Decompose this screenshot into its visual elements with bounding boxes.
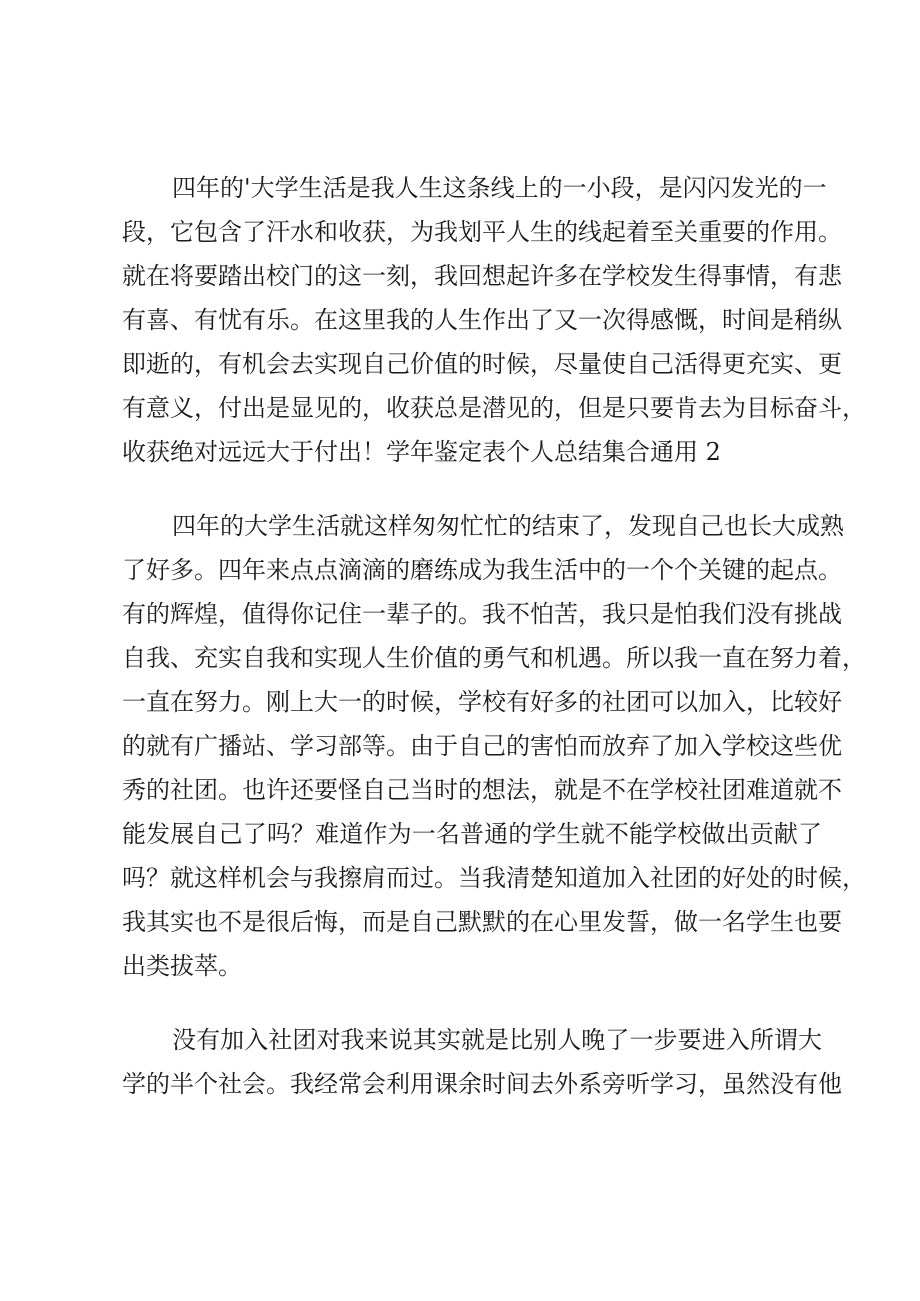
paragraph-1-line-7: 收获绝对远远大于付出！学年鉴定表个人总结集合通用 2 (122, 438, 721, 466)
paragraph-1-line-5: 即逝的，有机会去实现自己价值的时候，尽量使自己活得更充实、更 (122, 350, 842, 378)
paragraph-2-line-10: 我其实也不是很后悔，而是自己默默的在心里发誓，做一名学生也要 (122, 908, 842, 936)
paragraph-2-line-1: 四年的大学生活就这样匆匆忙忙的结束了，发现自己也长大成熟 (172, 512, 844, 540)
paragraph-2-line-5: 一直在努力。刚上大一的时候，学校有好多的社团可以加入，比较好 (122, 688, 842, 716)
paragraph-2-line-9: 吗？就这样机会与我擦肩而过。当我清楚知道加入社团的好处的时候， (122, 864, 866, 892)
paragraph-1-line-1: 四年的'大学生活是我人生这条线上的一小段，是闪闪发光的一 (172, 174, 827, 202)
paragraph-1-line-2: 段，它包含了汗水和收获，为我划平人生的线起着至关重要的作用。 (122, 218, 842, 246)
paragraph-2-line-3: 有的辉煌，值得你记住一辈子的。我不怕苦，我只是怕我们没有挑战 (122, 600, 842, 628)
paragraph-2-line-6: 的就有广播站、学习部等。由于自己的害怕而放弃了加入学校这些优 (122, 732, 842, 760)
paragraph-2-line-2: 了好多。四年来点点滴滴的磨练成为我生活中的一个个关键的起点。 (122, 556, 842, 584)
paragraph-3-line-1: 没有加入社团对我来说其实就是比别人晚了一步要进入所谓大 (172, 1026, 822, 1054)
paragraph-2-line-7: 秀的社团。也许还要怪自己当时的想法，就是不在学校社团难道就不 (122, 776, 842, 804)
paragraph-3-line-2: 学的半个社会。我经常会利用课余时间去外系旁听学习，虽然没有他 (122, 1070, 842, 1098)
paragraph-1-line-3: 就在将要踏出校门的这一刻，我回想起许多在学校发生得事情，有悲 (122, 262, 842, 290)
paragraph-2-line-4: 自我、充实自我和实现人生价值的勇气和机遇。所以我一直在努力着， (122, 644, 866, 672)
paragraph-1-line-6: 有意义，付出是显见的，收获总是潜见的，但是只要肯去为目标奋斗， (122, 394, 866, 422)
paragraph-1-line-4: 有喜、有忧有乐。在这里我的人生作出了又一次得感慨，时间是稍纵 (122, 306, 842, 334)
paragraph-2-line-11: 出类拔萃。 (122, 952, 242, 980)
paragraph-2-line-8: 能发展自己了吗？难道作为一名普通的学生就不能学校做出贡献了 (122, 820, 822, 848)
